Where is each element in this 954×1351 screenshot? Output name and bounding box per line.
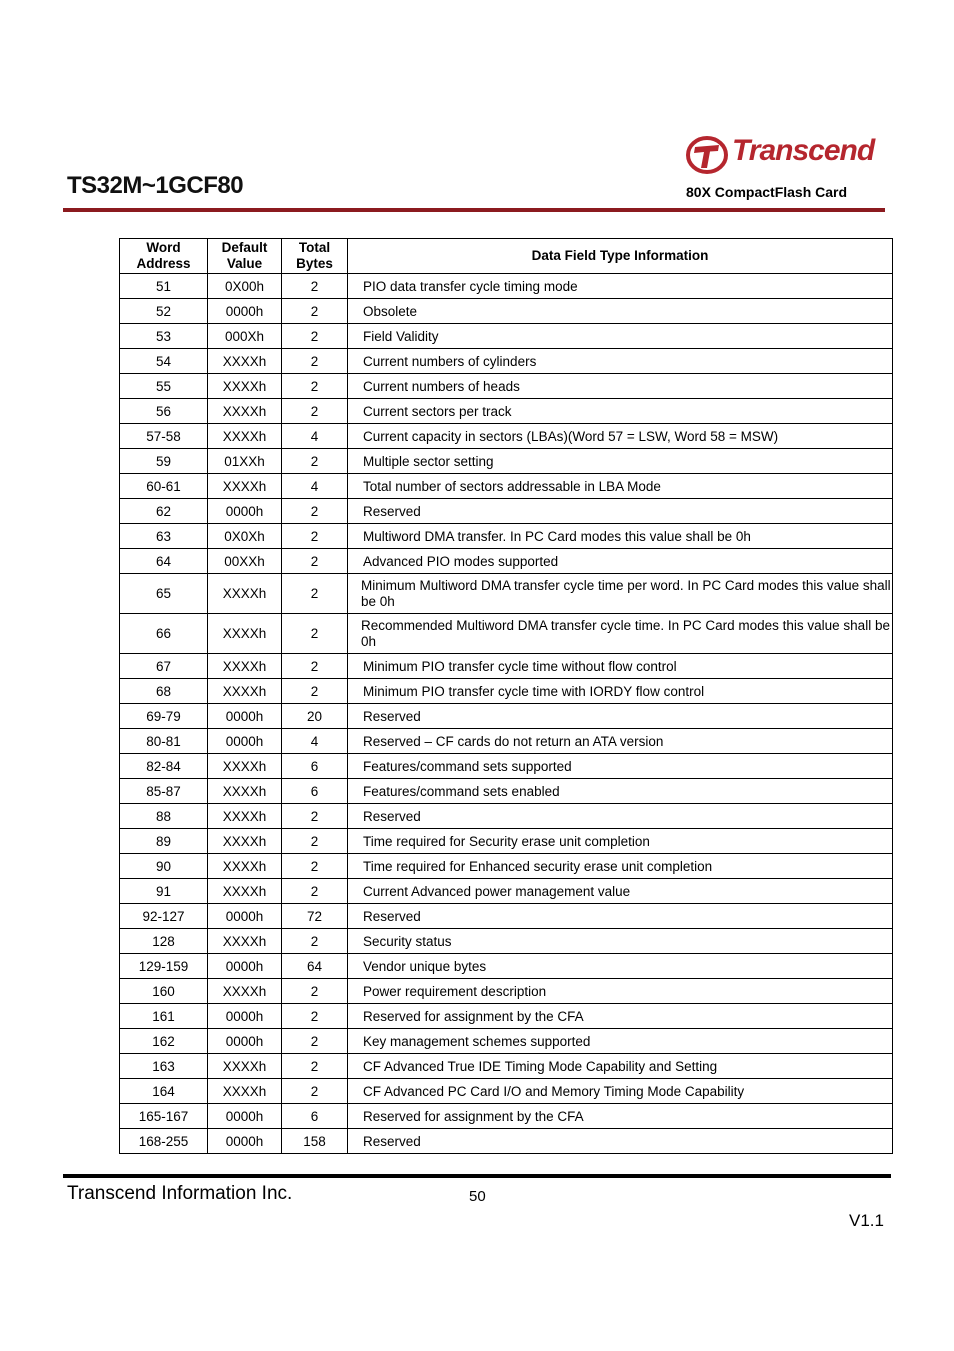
word-address-cell: 162 [120, 1029, 208, 1054]
col-header-default-value: Default Value [208, 239, 282, 274]
description-cell: Security status [348, 929, 893, 954]
default-value-cell: XXXXh [208, 879, 282, 904]
table-body [120, 274, 893, 1154]
total-bytes-cell: 2 [282, 804, 348, 829]
total-bytes-cell: 2 [282, 829, 348, 854]
word-address-cell: 51 [120, 274, 208, 299]
word-address-cell: 57-58 [120, 424, 208, 449]
table-row [120, 654, 893, 679]
word-address-cell: 160 [120, 979, 208, 1004]
table-row [120, 879, 893, 904]
default-value-cell: XXXXh [208, 754, 282, 779]
total-bytes-cell: 2 [282, 399, 348, 424]
table-row [120, 1004, 893, 1029]
total-bytes-cell: 2 [282, 1079, 348, 1104]
table-row [120, 549, 893, 574]
table-row [120, 829, 893, 854]
default-value-cell: XXXXh [208, 374, 282, 399]
default-value-cell: 000Xh [208, 324, 282, 349]
total-bytes-cell: 6 [282, 1104, 348, 1129]
word-address-cell: 85-87 [120, 779, 208, 804]
word-address-cell: 52 [120, 299, 208, 324]
table-row [120, 1104, 893, 1129]
col-header-data-field: Data Field Type Information [348, 239, 893, 274]
description-cell: Current Advanced power management value [348, 879, 893, 904]
description-cell: Reserved [348, 499, 893, 524]
word-address-cell: 59 [120, 449, 208, 474]
total-bytes-cell: 6 [282, 779, 348, 804]
default-value-cell: XXXXh [208, 779, 282, 804]
table-row [120, 1054, 893, 1079]
word-address-cell: 82-84 [120, 754, 208, 779]
word-address-cell: 165-167 [120, 1104, 208, 1129]
table-row [120, 804, 893, 829]
total-bytes-cell: 64 [282, 954, 348, 979]
description-cell: Minimum PIO transfer cycle time with IORDY flow control [348, 679, 893, 704]
word-address-cell: 164 [120, 1079, 208, 1104]
total-bytes-cell: 2 [282, 879, 348, 904]
total-bytes-cell: 2 [282, 574, 348, 614]
table-row [120, 349, 893, 374]
total-bytes-cell: 2 [282, 979, 348, 1004]
word-address-cell: 163 [120, 1054, 208, 1079]
default-value-cell: 0000h [208, 499, 282, 524]
table-row [120, 854, 893, 879]
word-address-cell: 90 [120, 854, 208, 879]
description-cell: Obsolete [348, 299, 893, 324]
total-bytes-cell: 2 [282, 854, 348, 879]
table-row [120, 1029, 893, 1054]
table-row [120, 574, 893, 614]
table-row [120, 904, 893, 929]
word-address-cell: 91 [120, 879, 208, 904]
header-rule [63, 208, 885, 212]
table-row [120, 729, 893, 754]
description-cell: Time required for Enhanced security erase unit completion [348, 854, 893, 879]
total-bytes-cell: 158 [282, 1129, 348, 1154]
word-address-cell: 60-61 [120, 474, 208, 499]
word-address-cell: 66 [120, 614, 208, 654]
description-cell: Key management schemes supported [348, 1029, 893, 1054]
table-row [120, 979, 893, 1004]
transcend-logo [686, 134, 882, 176]
default-value-cell: XXXXh [208, 614, 282, 654]
table-row [120, 374, 893, 399]
total-bytes-cell: 2 [282, 929, 348, 954]
table-row [120, 1129, 893, 1154]
word-address-cell: 92-127 [120, 904, 208, 929]
description-cell: Recommended Multiword DMA transfer cycle time. In PC Card modes this value shall be 0h [348, 614, 893, 654]
default-value-cell: XXXXh [208, 574, 282, 614]
word-address-cell: 88 [120, 804, 208, 829]
total-bytes-cell: 2 [282, 524, 348, 549]
word-address-cell: 67 [120, 654, 208, 679]
description-cell: Multiword DMA transfer. In PC Card modes this value shall be 0h [348, 524, 893, 549]
total-bytes-cell: 72 [282, 904, 348, 929]
default-value-cell: 0000h [208, 729, 282, 754]
default-value-cell: XXXXh [208, 654, 282, 679]
total-bytes-cell: 6 [282, 754, 348, 779]
description-cell: CF Advanced True IDE Timing Mode Capability and Setting [348, 1054, 893, 1079]
word-address-cell: 128 [120, 929, 208, 954]
default-value-cell: 01XXh [208, 449, 282, 474]
default-value-cell: XXXXh [208, 804, 282, 829]
description-cell: Reserved [348, 904, 893, 929]
description-cell: Minimum PIO transfer cycle time without flow control [348, 654, 893, 679]
default-value-cell: XXXXh [208, 829, 282, 854]
description-cell: Minimum Multiword DMA transfer cycle time per word. In PC Card modes this value shall be 0h [348, 574, 893, 614]
table-row [120, 299, 893, 324]
default-value-cell: XXXXh [208, 1054, 282, 1079]
table-row [120, 704, 893, 729]
table-row [120, 499, 893, 524]
total-bytes-cell: 2 [282, 679, 348, 704]
table-row [120, 399, 893, 424]
description-cell: Current numbers of cylinders [348, 349, 893, 374]
description-cell: Total number of sectors addressable in LBA Mode [348, 474, 893, 499]
description-cell: Reserved – CF cards do not return an ATA version [348, 729, 893, 754]
table-row [120, 614, 893, 654]
word-address-cell: 64 [120, 549, 208, 574]
total-bytes-cell: 2 [282, 1004, 348, 1029]
default-value-cell: 0000h [208, 954, 282, 979]
page-number: 50 [469, 1188, 486, 1205]
description-cell: Advanced PIO modes supported [348, 549, 893, 574]
default-value-cell: XXXXh [208, 474, 282, 499]
total-bytes-cell: 2 [282, 654, 348, 679]
total-bytes-cell: 2 [282, 349, 348, 374]
total-bytes-cell: 2 [282, 324, 348, 349]
table-row [120, 1079, 893, 1104]
description-cell: Reserved for assignment by the CFA [348, 1104, 893, 1129]
description-cell: Current numbers of heads [348, 374, 893, 399]
table-header-row [120, 239, 893, 274]
col-header-total-bytes: Total Bytes [282, 239, 348, 274]
table-row [120, 424, 893, 449]
word-address-cell: 62 [120, 499, 208, 524]
default-value-cell: 0000h [208, 904, 282, 929]
table-row [120, 449, 893, 474]
word-address-cell: 89 [120, 829, 208, 854]
table-row [120, 954, 893, 979]
table-row [120, 324, 893, 349]
word-address-cell: 56 [120, 399, 208, 424]
total-bytes-cell: 2 [282, 499, 348, 524]
table-row [120, 474, 893, 499]
default-value-cell: XXXXh [208, 1079, 282, 1104]
default-value-cell: XXXXh [208, 929, 282, 954]
description-cell: Reserved [348, 804, 893, 829]
table-row [120, 524, 893, 549]
default-value-cell: 0000h [208, 1104, 282, 1129]
default-value-cell: 0X00h [208, 274, 282, 299]
total-bytes-cell: 2 [282, 1029, 348, 1054]
company-name: Transcend Information Inc. [67, 1183, 293, 1204]
word-address-cell: 53 [120, 324, 208, 349]
default-value-cell: XXXXh [208, 349, 282, 374]
description-cell: Vendor unique bytes [348, 954, 893, 979]
default-value-cell: 0000h [208, 1029, 282, 1054]
table-row [120, 679, 893, 704]
description-cell: Multiple sector setting [348, 449, 893, 474]
total-bytes-cell: 2 [282, 449, 348, 474]
word-address-cell: 161 [120, 1004, 208, 1029]
word-address-cell: 54 [120, 349, 208, 374]
total-bytes-cell: 2 [282, 1054, 348, 1079]
word-address-cell: 168-255 [120, 1129, 208, 1154]
description-cell: Current capacity in sectors (LBAs)(Word 57 = LSW, Word 58 = MSW) [348, 424, 893, 449]
default-value-cell: 0000h [208, 1004, 282, 1029]
total-bytes-cell: 4 [282, 729, 348, 754]
total-bytes-cell: 2 [282, 374, 348, 399]
word-address-cell: 80-81 [120, 729, 208, 754]
word-address-cell: 129-159 [120, 954, 208, 979]
total-bytes-cell: 2 [282, 614, 348, 654]
word-address-cell: 69-79 [120, 704, 208, 729]
default-value-cell: 0000h [208, 1129, 282, 1154]
default-value-cell: XXXXh [208, 854, 282, 879]
total-bytes-cell: 2 [282, 274, 348, 299]
total-bytes-cell: 2 [282, 299, 348, 324]
table-row [120, 754, 893, 779]
product-subtitle: 80X CompactFlash Card [686, 184, 848, 200]
default-value-cell: XXXXh [208, 679, 282, 704]
description-cell: Features/command sets supported [348, 754, 893, 779]
default-value-cell: 0000h [208, 704, 282, 729]
footer-rule [63, 1174, 891, 1178]
table-row [120, 929, 893, 954]
description-cell: Current sectors per track [348, 399, 893, 424]
description-cell: PIO data transfer cycle timing mode [348, 274, 893, 299]
default-value-cell: XXXXh [208, 979, 282, 1004]
total-bytes-cell: 4 [282, 474, 348, 499]
description-cell: Time required for Security erase unit completion [348, 829, 893, 854]
default-value-cell: 0000h [208, 299, 282, 324]
total-bytes-cell: 2 [282, 549, 348, 574]
word-address-cell: 65 [120, 574, 208, 614]
description-cell: Features/command sets enabled [348, 779, 893, 804]
total-bytes-cell: 4 [282, 424, 348, 449]
description-cell: Reserved [348, 1129, 893, 1154]
default-value-cell: 00XXh [208, 549, 282, 574]
transcend-logo-icon [686, 135, 728, 175]
table-row [120, 274, 893, 299]
col-header-word-address: Word Address [120, 239, 208, 274]
document-version: V1.1 [849, 1211, 884, 1230]
word-address-cell: 55 [120, 374, 208, 399]
default-value-cell: 0X0Xh [208, 524, 282, 549]
word-address-cell: 63 [120, 524, 208, 549]
description-cell: Power requirement description [348, 979, 893, 1004]
default-value-cell: XXXXh [208, 399, 282, 424]
table-row [120, 779, 893, 804]
description-cell: CF Advanced PC Card I/O and Memory Timing Mode Capability [348, 1079, 893, 1104]
description-cell: Field Validity [348, 324, 893, 349]
total-bytes-cell: 20 [282, 704, 348, 729]
description-cell: Reserved for assignment by the CFA [348, 1004, 893, 1029]
identify-table [119, 238, 893, 1154]
model-title: TS32M~1GCF80 [67, 172, 244, 199]
word-address-cell: 68 [120, 679, 208, 704]
description-cell: Reserved [348, 704, 893, 729]
brand-name: Transcend [732, 134, 875, 167]
default-value-cell: XXXXh [208, 424, 282, 449]
